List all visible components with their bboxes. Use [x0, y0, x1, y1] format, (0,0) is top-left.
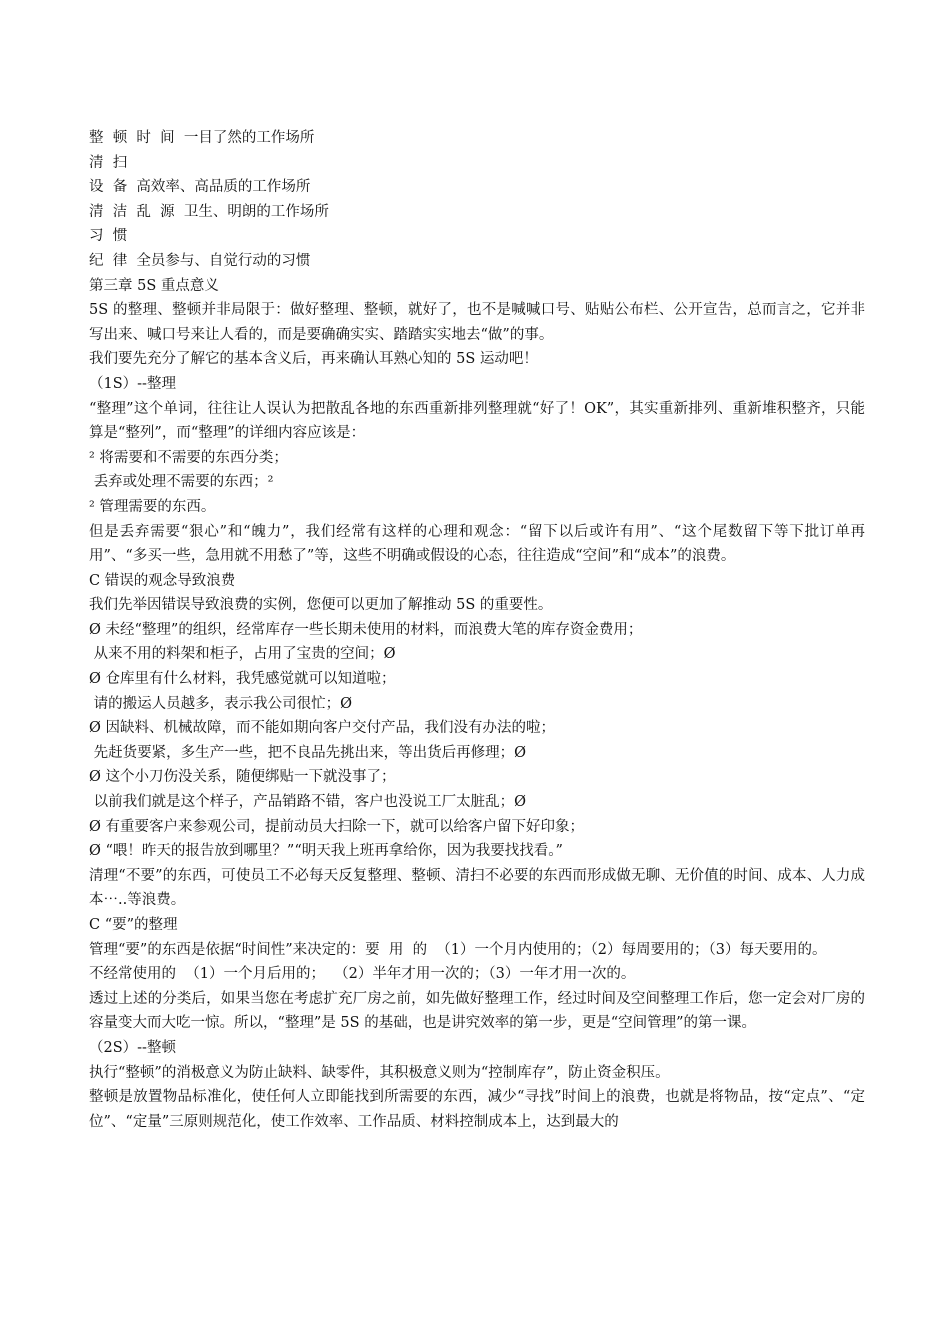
paragraph: 透过上述的分类后，如果当您在考虑扩充厂房之前，如先做好整理工作，经过时间及空间整理工作后，您一定会对厂房的容量变大而大吃一惊。所以，“整理”是 5S 的基础，也是讲究效率的第一步，更是“空间管理”的第一课。: [89, 990, 865, 1032]
section-heading: C 错误的观念导致浪费: [89, 572, 236, 589]
list-item: Ø 因缺料、机械故障，而不能如期向客户交付产品，我们没有办法的啦；: [89, 720, 555, 737]
section-heading: C “要”的整理: [89, 917, 178, 933]
list-item: 从来不用的料架和柜子，占用了宝贵的空间；Ø: [89, 646, 396, 663]
text-line: 清 洁 乱 源 卫生、明朗的工作场所: [89, 203, 329, 220]
list-item: 以前我们就是这个样子，产品销路不错，客户也没说工厂太脏乱；Ø: [89, 794, 526, 811]
paragraph: 执行“整顿”的消极意义为防止缺料、缺零件，其积极意义则为“控制库存”，防止资金积压。: [89, 1064, 670, 1081]
list-item: 请的搬运人员越多，表示我公司很忙；Ø: [89, 695, 352, 712]
list-item: Ø “喂！昨天的报告放到哪里？”“明天我上班再拿给你，因为我要找找看。”: [89, 843, 563, 860]
text-line: 整 顿 时 间 一目了然的工作场所: [89, 130, 315, 146]
paragraph: 我们先举因错误导致浪费的实例，您便可以更加了解推动 5S 的重要性。: [89, 597, 553, 614]
paragraph: 不经常使用的 （1）一个月后用的； （2）半年才用一次的；（3）一年才用一次的。: [89, 966, 636, 983]
chapter-heading: 第三章 5S 重点意义: [89, 277, 219, 294]
list-item: Ø 未经“整理”的组织，经常库存一些长期未使用的材料，而浪费大笔的库存资金费用；: [89, 621, 643, 638]
paragraph: 管理“要”的东西是依据“时间性”来决定的：要 用 的 （1）一个月内使用的；（2）每周要用的；（3）每天要用的。: [89, 941, 827, 958]
text-line: 清 扫: [89, 154, 128, 171]
paragraph: “整理”这个单词，往往让人误认为把散乱各地的东西重新排列整理就“好了！OK”，其实重新排列、重新堆积整齐，只能算是“整列”，而“整理”的详细内容应该是：: [89, 400, 865, 442]
list-item: ² 管理需要的东西。: [89, 498, 216, 515]
list-item: Ø 有重要客户来参观公司，提前动员大扫除一下，就可以给客户留下好印象；: [89, 818, 584, 835]
paragraph: 整顿是放置物品标准化，使任何人立即能找到所需要的东西，减少“寻找”时间上的浪费，也就是将物品，按“定点”、“定位”、“定量”三原则规范化，使工作效率、工作品质、材料控制成本上，达到最大的: [89, 1089, 865, 1130]
text-line: 纪 律 全员参与、自觉行动的习惯: [89, 252, 311, 269]
document-body: [89, 126, 865, 1134]
text-line: 习 惯: [89, 228, 128, 245]
paragraph: 但是丢弃需要“狠心”和“魄力”，我们经常有这样的心理和观念：“留下以后或许有用”、“这个尾数留下等下批订单再用”、“多买一些，急用就不用愁了”等，这些不明确或假设的心态，往往造成“空间”和“成本”的浪费。: [89, 523, 865, 565]
list-item: 丢弃或处理不需要的东西；²: [89, 474, 274, 491]
list-item: Ø 这个小刀伤没关系，随便绑贴一下就没事了；: [89, 769, 396, 786]
list-item: Ø 仓库里有什么材料，我凭感觉就可以知道啦；: [89, 671, 396, 688]
section-heading: （1S）--整理: [89, 375, 176, 392]
text-line: 设 备 高效率、高品质的工作场所: [89, 179, 311, 196]
list-item: ² 将需要和不需要的东西分类；: [89, 449, 288, 466]
paragraph: 清理“不要”的东西，可使员工不必每天反复整理、整顿、清扫不必要的东西而形成做无聊、无价值的时间、成本、人力成本⋯..等浪费。: [89, 867, 865, 909]
paragraph: 我们要先充分了解它的基本含义后，再来确认耳熟心知的 5S 运动吧！: [89, 351, 538, 368]
section-heading: （2S）--整顿: [89, 1039, 176, 1056]
paragraph: 5S 的整理、整顿并非局限于：做好整理、整顿，就好了，也不是喊喊口号、贴贴公布栏、公开宣告，总而言之，它并非写出来、喊口号来让人看的，而是要确确实实、踏踏实实地去“做”的事。: [89, 302, 865, 343]
list-item: 先赶货要紧，多生产一些，把不良品先挑出来，等出货后再修理；Ø: [89, 744, 526, 761]
